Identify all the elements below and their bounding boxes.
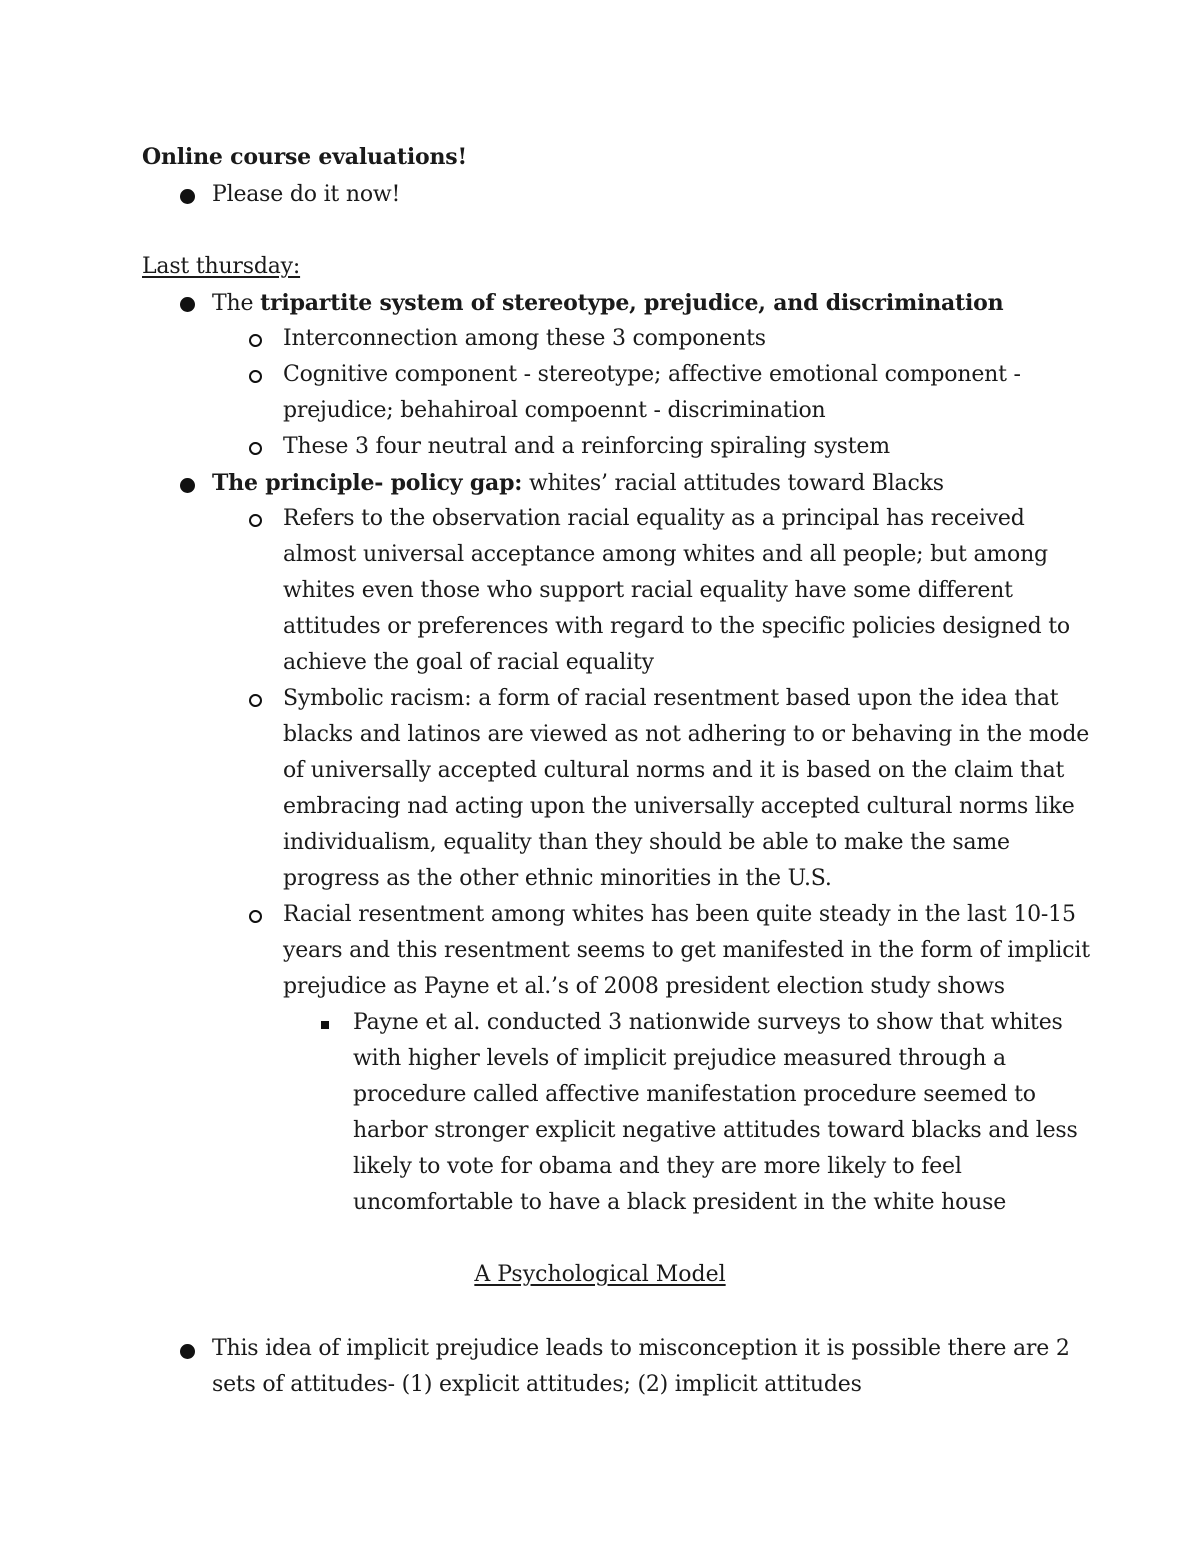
- bullet-1: [212, 285, 1003, 322]
- bullet-disc-icon: [180, 297, 195, 312]
- b2-subsub-line-2: with higher levels of implicit prejudice measured through a: [353, 1046, 1006, 1071]
- b2-sub-1-line-5: achieve the goal of racial equality: [283, 650, 654, 675]
- b2-sub-2-line-2: blacks and latinos are viewed as not adhering to or behaving in the mode: [283, 722, 1090, 747]
- b2-subsub-line-5: likely to vote for obama and they are more likely to feel: [353, 1154, 962, 1179]
- bullet-circle-icon: [249, 514, 262, 527]
- bullet-circle-icon: [249, 334, 262, 347]
- bullet-3-line-2: sets of attitudes- (1) explicit attitudes; (2) implicit attitudes: [212, 1372, 862, 1397]
- b2-subsub-line-3: procedure called affective manifestation procedure seemed to: [353, 1082, 1036, 1107]
- section-title-text: A Psychological Model: [474, 1262, 726, 1287]
- b1-sub-2-line-1: Cognitive component - stereotype; affective emotional component -: [283, 362, 1021, 387]
- bullet-2: [212, 465, 944, 502]
- bullet-disc-icon: [180, 1344, 195, 1359]
- b2-sub-1-line-3: whites even those who support racial equality have some different: [283, 578, 1013, 603]
- bullet-disc-icon: [180, 478, 195, 493]
- b2-sub-3-line-2: years and this resentment seems to get manifested in the form of implicit: [283, 938, 1090, 963]
- bullet-1-prefix: The: [212, 291, 261, 316]
- b2-sub-2-line-3: of universally accepted cultural norms and it is based on the claim that: [283, 758, 1065, 783]
- bullet-square-icon: [321, 1021, 329, 1029]
- b2-sub-3-line-3: prejudice as Payne et al.’s of 2008 president election study shows: [283, 974, 1005, 999]
- heading: Online course evaluations!: [142, 144, 467, 170]
- b2-sub-2-line-1: Symbolic racism: a form of racial resentment based upon the idea that: [283, 686, 1059, 711]
- b2-sub-1-line-4: attitudes or preferences with regard to the specific policies designed to: [283, 614, 1070, 639]
- b1-sub-2-line-2: prejudice; behahiroal compoennt - discrimination: [283, 398, 826, 423]
- b1-sub-1-line-1: Interconnection among these 3 components: [283, 326, 766, 351]
- bullet-circle-icon: [249, 370, 262, 383]
- bullet-2-bold: The principle- policy gap:: [212, 470, 523, 496]
- b2-sub-1-line-1: Refers to the observation racial equality as a principal has received: [283, 506, 1025, 531]
- b2-sub-2-line-5: individualism, equality than they should be able to make the same: [283, 830, 1010, 855]
- bullet-disc-icon: [180, 189, 195, 204]
- b2-sub-3-line-1: Racial resentment among whites has been quite steady in the last 10-15: [283, 902, 1076, 927]
- b2-subsub-line-4: harbor stronger explicit negative attitudes toward blacks and less: [353, 1118, 1078, 1143]
- bullet-1-bold: tripartite system of stereotype, prejudice, and discrimination: [260, 290, 1004, 316]
- b1-sub-3-line-1: These 3 four neutral and a reinforcing spiraling system: [283, 434, 890, 459]
- bullet-circle-icon: [249, 694, 262, 707]
- bullet-circle-icon: [249, 442, 262, 455]
- b2-subsub-line-6: uncomfortable to have a black president in the white house: [353, 1190, 1007, 1215]
- b2-sub-1-line-2: almost universal acceptance among whites and all people; but among: [283, 542, 1048, 567]
- bullet-circle-icon: [249, 910, 262, 923]
- heading-item: Please do it now!: [212, 182, 401, 207]
- b2-subsub-line-1: Payne et al. conducted 3 nationwide surveys to show that whites: [353, 1010, 1063, 1035]
- bullet-2-rest: whites’ racial attitudes toward Blacks: [522, 471, 944, 496]
- b2-sub-2-line-6: progress as the other ethnic minorities in the U.S.: [283, 866, 832, 891]
- b2-sub-2-line-4: embracing nad acting upon the universally accepted cultural norms like: [283, 794, 1075, 819]
- bullet-3-line-1: This idea of implicit prejudice leads to misconception it is possible there are 2: [212, 1336, 1070, 1361]
- last-thursday-label: Last thursday:: [142, 254, 301, 279]
- section-title: [0, 1257, 1200, 1293]
